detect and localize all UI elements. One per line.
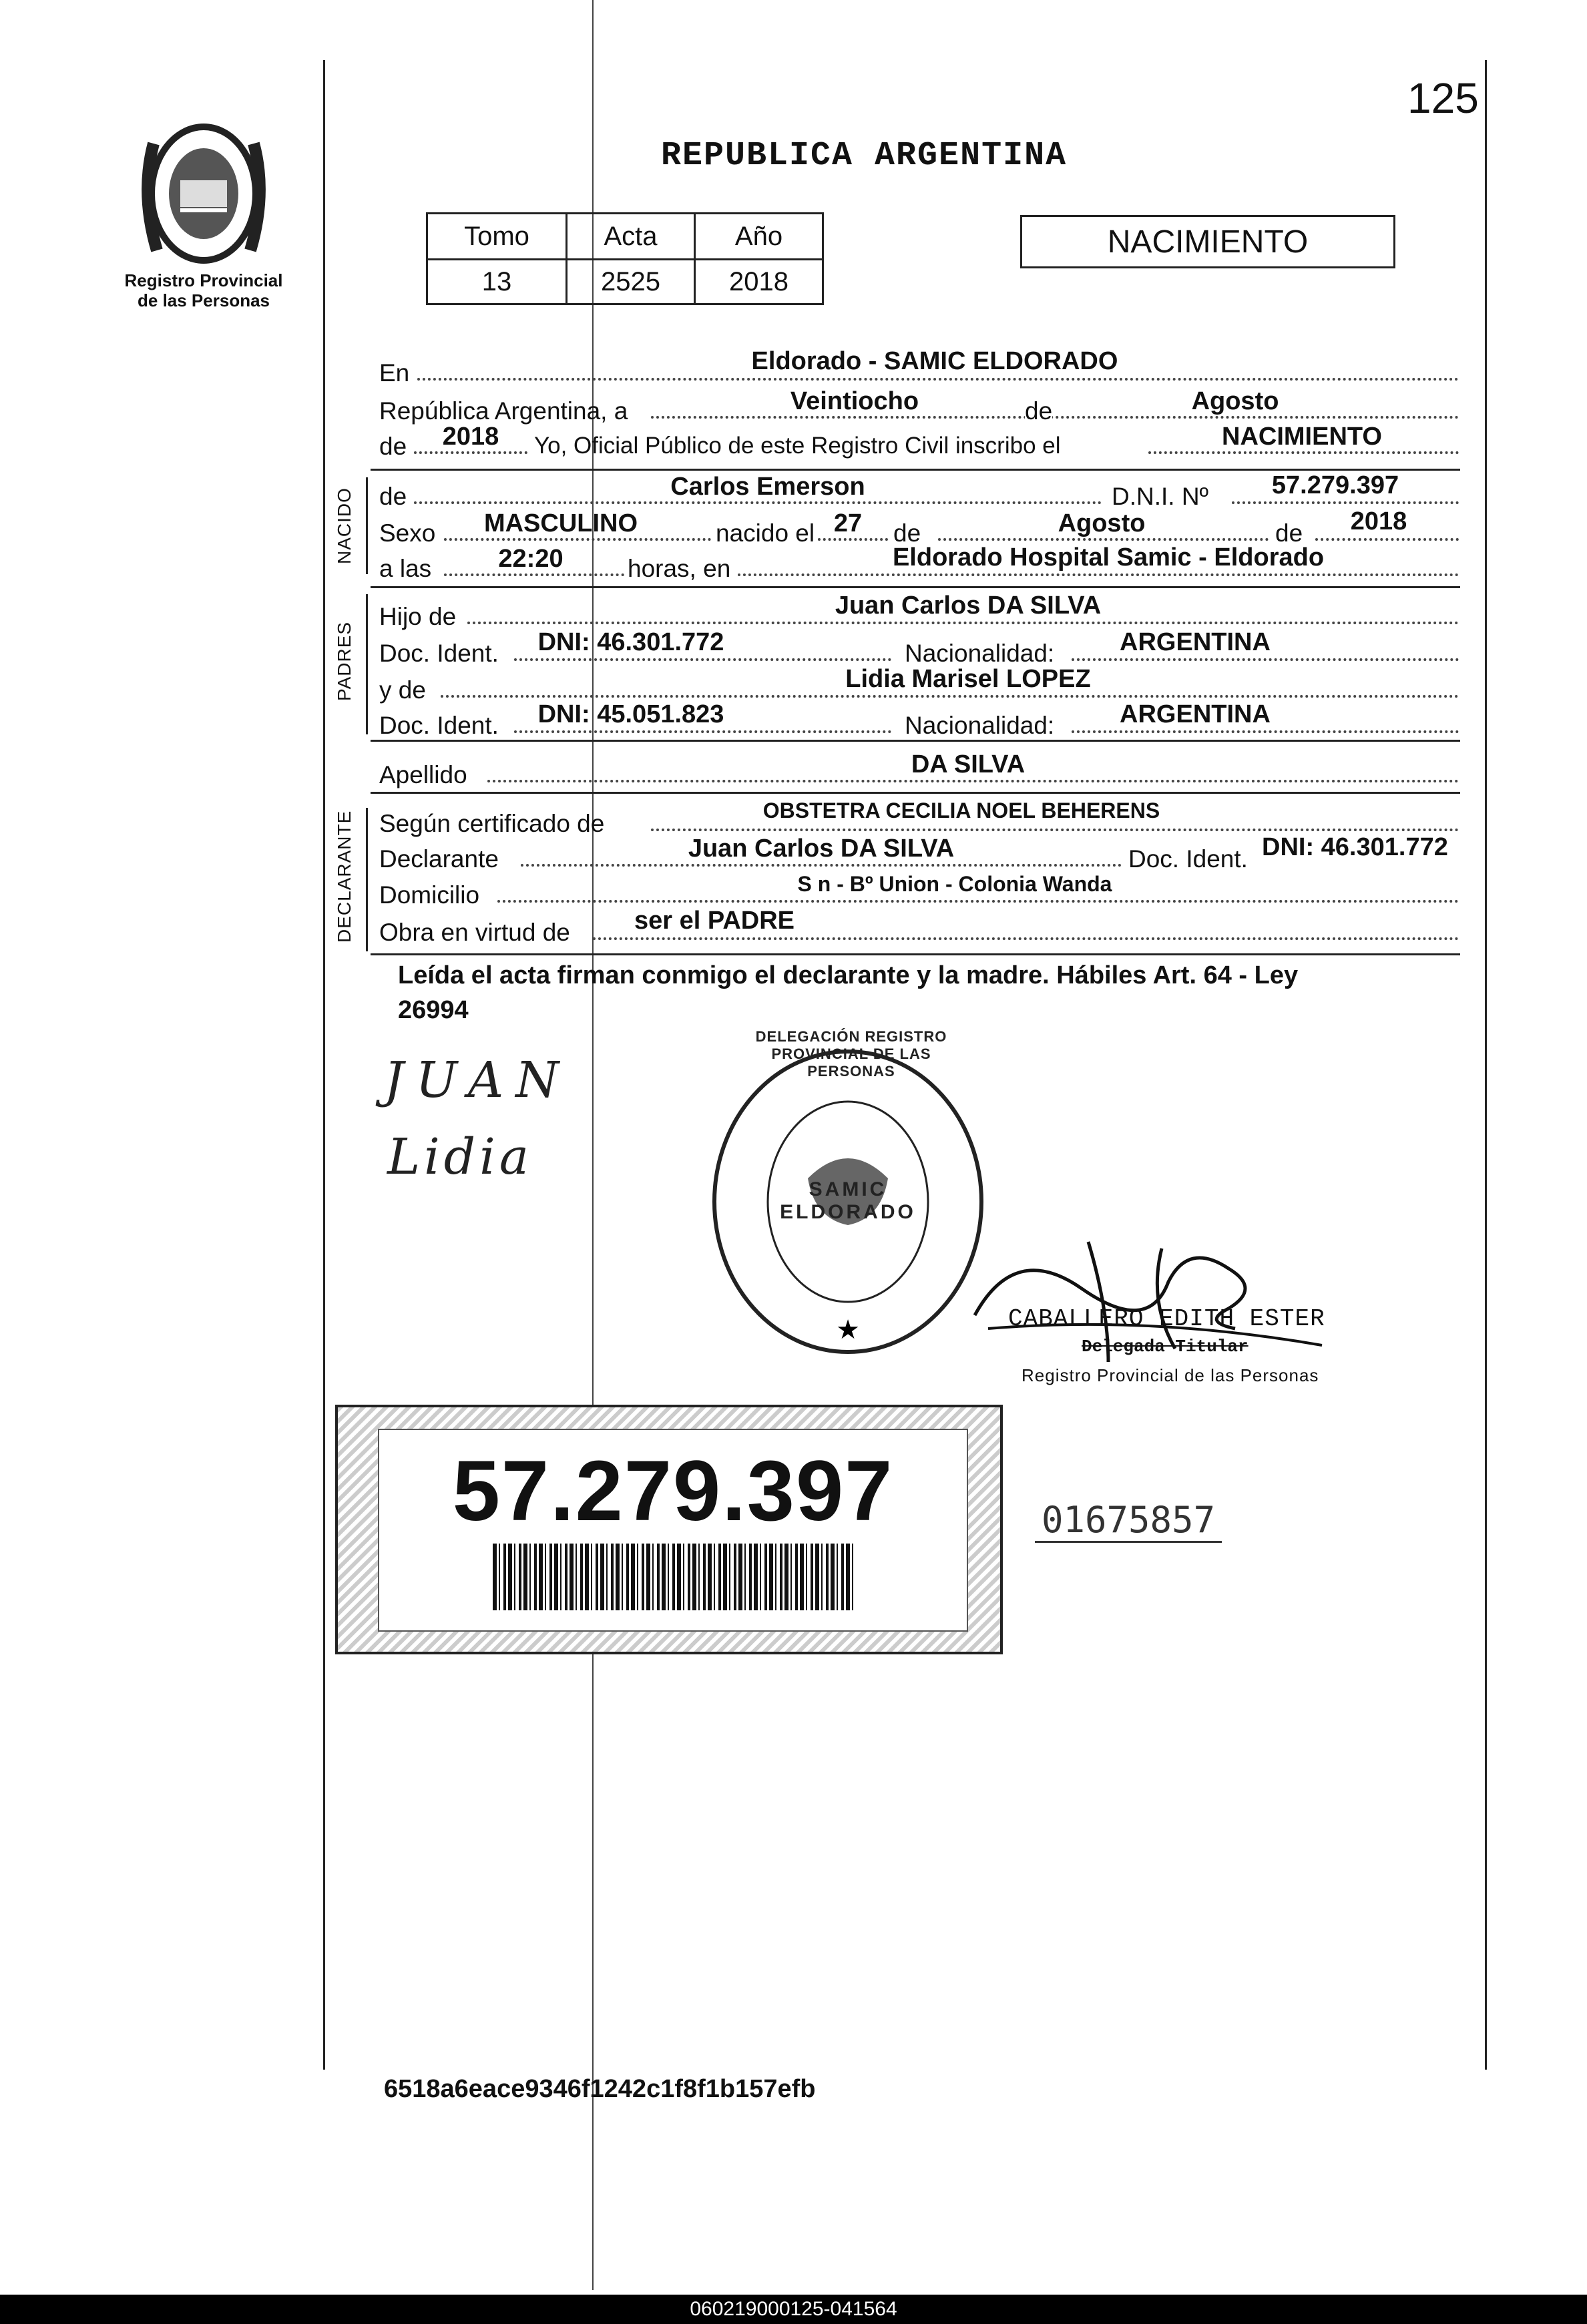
father-nationality-label: Nacionalidad: [905,640,1055,667]
y-de-label: y de [379,676,426,704]
mother-name-value: Lidia Marisel LOPEZ [845,665,1091,693]
birth-month-dots [938,538,1269,541]
padres-section-label: PADRES [334,621,355,701]
en-label: En [379,359,410,387]
hijo-de-label: Hijo de [379,603,457,630]
table-header-acta: Acta [565,212,696,260]
birth-year-dots [1315,538,1459,541]
inscribo-label: Yo, Oficial Público de este Registro Civil inscribo el [534,433,1061,459]
birth-year-value: 2018 [1350,507,1407,535]
nacido-de3-label: de [1275,519,1303,547]
table-header-tomo: Tomo [426,212,568,260]
father-doc-label: Doc. Ident. [379,640,499,667]
provincial-seal-icon [127,117,280,270]
a-las-label: a las [379,555,432,582]
year-dots [414,451,527,454]
domicilio-dots [497,900,1459,903]
serial-number: 01675857 [1035,1499,1222,1543]
footer-code: 060219000125-041564 [690,2298,897,2320]
declarante-side-line [366,808,368,951]
declarante-bottom-rule [371,953,1460,955]
country-title: REPUBLICA ARGENTINA [661,137,1068,175]
nacido-de-label: de [379,483,407,510]
signature-madre: Lidia [387,1128,533,1186]
obra-value: ser el PADRE [634,907,795,935]
nacido-section-label: NACIDO [334,487,355,564]
fold-line [592,0,594,2290]
declarante-section-label: DECLARANTE [334,810,355,943]
sexo-dots [444,538,711,541]
dni-label: D.N.I. Nº [1112,483,1209,510]
stamp-inner-text: SAMIC ELDORADO [780,1178,916,1223]
time-value: 22:20 [498,545,563,573]
barcode-number: 57.279.397 [452,1443,894,1539]
certificado-dots [651,829,1459,831]
right-margin-line [1485,60,1487,2070]
nacido-de2-label: de [893,519,921,547]
mother-doc-value: DNI: 45.051.823 [537,700,724,728]
republica-label: República Argentina, a [379,397,628,425]
closing-line-2: 26994 [398,996,469,1024]
official-title: Delegada Titular [1082,1337,1249,1357]
nacido-el-label: nacido el [716,519,815,547]
svg-text:★: ★ [836,1315,860,1345]
declarante-dots [521,864,1122,867]
barcode-inner-panel [378,1429,968,1632]
father-doc-dots [514,658,891,661]
de-label: de [1025,397,1053,425]
father-nationality-dots [1072,658,1459,661]
month-value: Agosto [1191,387,1279,415]
nacido-side-line [366,477,368,574]
obra-dots [593,937,1459,940]
dni-barcode-sticker [335,1405,1003,1654]
padres-top-rule [371,586,1460,588]
domicilio-label: Domicilio [379,881,480,909]
sexo-label: Sexo [379,519,436,547]
apellido-label: Apellido [379,761,467,788]
declarante-doc-value: DNI: 46.301.772 [1262,833,1448,861]
republica-dots [651,416,1459,419]
child-dni-value: 57.279.397 [1271,471,1399,499]
mother-doc-label: Doc. Ident. [379,712,499,739]
padres-bottom-rule [371,740,1460,742]
day-words-value: Veintiocho [790,387,919,415]
birth-place-value: Eldorado Hospital Samic - Eldorado [892,543,1325,571]
dni-dots [1232,501,1459,504]
mother-nationality-value: ARGENTINA [1120,700,1271,728]
official-name: CABALLERO EDITH ESTER [1008,1305,1325,1333]
act-type-dots [1148,451,1459,454]
birth-day-value: 27 [833,509,863,537]
certificado-label: Según certificado de [379,810,605,837]
nacido-top-rule [371,469,1460,471]
birth-month-value: Agosto [1058,509,1146,537]
left-margin-line [323,60,325,2070]
declarante-top-rule [371,792,1460,794]
birth-place-dots [738,573,1459,576]
father-doc-value: DNI: 46.301.772 [537,628,724,656]
apellido-dots [487,780,1459,782]
document-hash: 6518a6eace9346f1242c1f8f1b157efb [384,2075,816,2103]
barcode-bars [493,1544,853,1610]
year-value: 2018 [442,423,499,451]
obra-label: Obra en virtud de [379,919,570,946]
stamp-ring-text: DELEGACIÓN REGISTRO PROVINCIAL DE LAS PERSONAS [755,1028,947,1080]
father-dots [467,622,1459,624]
table-value-tomo: 13 [426,258,568,305]
father-name-value: Juan Carlos DA SILVA [835,592,1102,620]
en-dots [417,378,1459,381]
name-dots [414,501,1102,504]
certificado-value: OBSTETRA CECILIA NOEL BEHERENS [762,798,1160,823]
footer-code-bar [0,2295,1587,2324]
apellido-value: DA SILVA [911,750,1026,778]
document-type-box: NACIMIENTO [1020,215,1395,268]
table-value-acta: 2525 [565,258,696,305]
signature-declarante: JUAN [384,1052,571,1109]
declarante-label: Declarante [379,845,499,873]
horas-label: horas, en [628,555,731,582]
father-nationality-value: ARGENTINA [1120,628,1271,656]
mother-doc-dots [514,730,891,733]
table-value-anio: 2018 [694,258,824,305]
official-registry: Registro Provincial de las Personas [1022,1365,1319,1385]
table-header-anio: Año [694,212,824,260]
registry-logo [127,117,280,270]
mother-nationality-label: Nacionalidad: [905,712,1055,739]
time-dots [444,573,624,576]
child-name-value: Carlos Emerson [670,473,865,501]
declarante-doc-label: Doc. Ident. [1128,845,1248,873]
mother-dots [441,695,1459,698]
domicilio-value: S n - Bº Union - Colonia Wanda [797,872,1112,896]
sexo-value: MASCULINO [483,509,638,537]
act-type-value: NACIMIENTO [1222,423,1382,451]
day-dots [818,538,888,541]
padres-side-line [366,594,368,734]
de2-label: de [379,433,407,460]
registry-name-2: de las Personas [138,290,270,310]
place-value: Eldorado - SAMIC ELDORADO [751,347,1118,375]
declarante-value: Juan Carlos DA SILVA [688,835,955,863]
closing-line-1: Leída el acta firman conmigo el declarante y la madre. Hábiles Art. 64 - Ley [398,961,1299,989]
registry-name-1: Registro Provincial [124,270,283,290]
mother-nationality-dots [1072,730,1459,733]
page-number: 125 [1407,74,1479,122]
